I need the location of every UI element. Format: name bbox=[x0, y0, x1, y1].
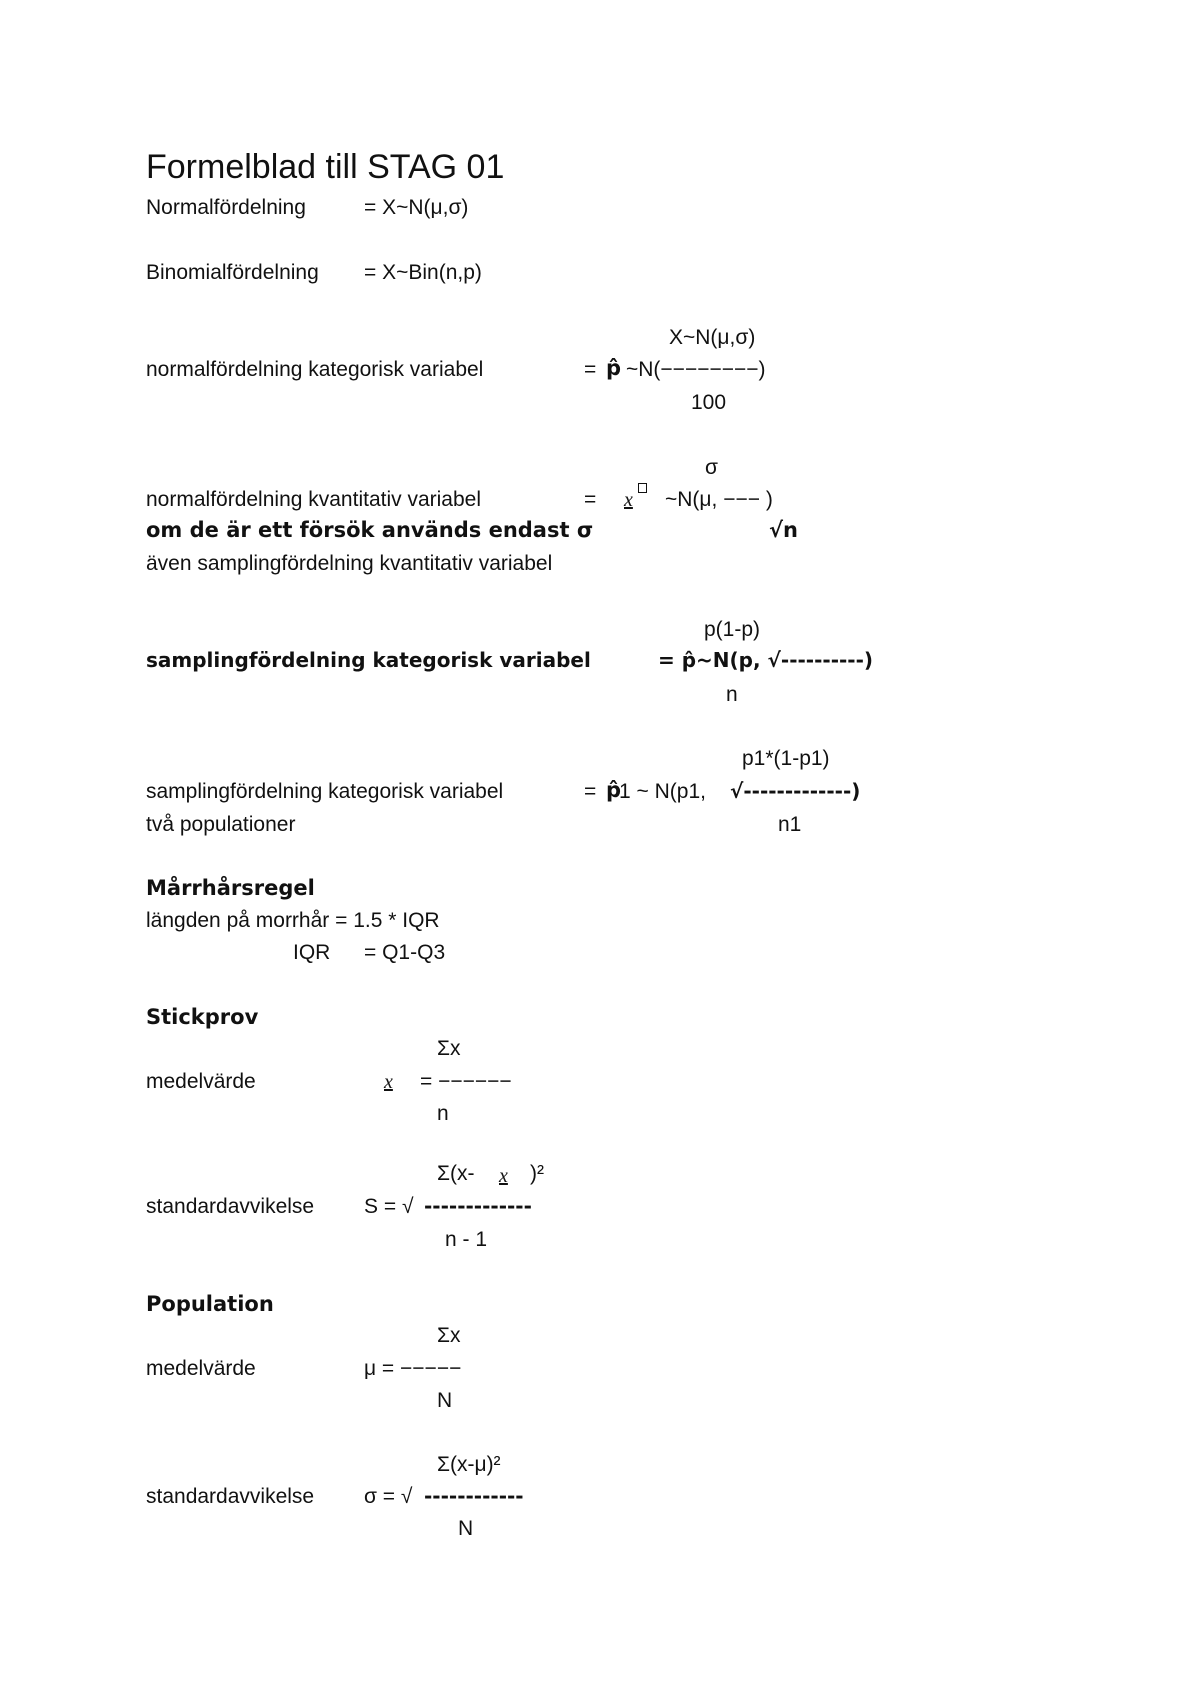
population-mean-eq: μ = −−−−− bbox=[364, 1357, 462, 1380]
sampling-kvantitativ-note: även samplingfördelning kvantitativ variabel bbox=[146, 552, 553, 575]
two-pop-phat: p̂ bbox=[606, 778, 622, 802]
normal-kategorisk-eq: = bbox=[584, 358, 597, 381]
stickprov-mean-numerator: Σx bbox=[437, 1037, 461, 1060]
normal-kategorisk-phat: p̂ bbox=[606, 356, 622, 380]
normal-kategorisk-rest: ~N(−−−−−−−−) bbox=[626, 358, 766, 381]
stickprov-mean-denominator: n bbox=[437, 1102, 449, 1125]
iqr-formula: = Q1-Q3 bbox=[364, 941, 446, 964]
stickprov-sd-label: standardavvikelse bbox=[146, 1195, 315, 1218]
stickprov-sd-numerator-xbar: x bbox=[499, 1165, 508, 1187]
normal-kvantitativ-eq: = bbox=[584, 488, 597, 511]
binomial-label: Binomialfördelning bbox=[146, 261, 319, 284]
page-title: Formelblad till STAG 01 bbox=[146, 148, 505, 186]
two-pop-root: √-------------) bbox=[730, 779, 861, 803]
stickprov-sd-eq: S = √ bbox=[364, 1195, 414, 1218]
normal-kvantitativ-label: normalfördelning kvantitativ variabel bbox=[146, 488, 482, 511]
normal-kvantitativ-numerator: σ bbox=[705, 456, 718, 479]
stickprov-heading: Stickprov bbox=[146, 1005, 259, 1029]
stickprov-sd-numerator-a: Σ(x- bbox=[437, 1162, 475, 1185]
sampling-kategorisk-denominator: n bbox=[726, 683, 738, 706]
binomial-formula: = X~Bin(n,p) bbox=[364, 261, 482, 284]
stickprov-mean-label: medelvärde bbox=[146, 1070, 256, 1093]
sampling-kategorisk-formula: = p̂~N(p, √----------) bbox=[658, 648, 874, 672]
normal-formula: = X~N(μ,σ) bbox=[364, 196, 469, 219]
two-pop-rest: 1 ~ N(p1, bbox=[619, 780, 706, 803]
morrhar-heading: Mårrhårsregel bbox=[146, 876, 315, 900]
population-heading: Population bbox=[146, 1292, 274, 1316]
population-sd-eq: σ = √ bbox=[364, 1485, 413, 1508]
population-sd-label: standardavvikelse bbox=[146, 1485, 315, 1508]
normal-kategorisk-denominator: 100 bbox=[691, 391, 727, 414]
normal-kvantitativ-rest: ~N(μ, −−− ) bbox=[665, 488, 773, 511]
sampling-kategorisk-numerator: p(1-p) bbox=[704, 618, 761, 641]
population-sd-dashes: ------------ bbox=[424, 1484, 524, 1508]
normal-kvantitativ-xbar: x bbox=[624, 489, 633, 511]
morrhar-line1: längden på morrhår = 1.5 * IQR bbox=[146, 909, 440, 932]
normal-label: Normalfördelning bbox=[146, 196, 306, 219]
stickprov-sd-numerator-b: )² bbox=[530, 1162, 544, 1185]
normal-kvantitativ-note: om de är ett försök används endast σ bbox=[146, 518, 594, 542]
two-pop-eq: = bbox=[584, 780, 597, 803]
normal-kategorisk-label: normalfördelning kategorisk variabel bbox=[146, 358, 484, 381]
normal-kategorisk-numerator: X~N(μ,σ) bbox=[669, 326, 756, 349]
two-pop-denominator: n1 bbox=[778, 813, 802, 836]
population-mean-numerator: Σx bbox=[437, 1324, 461, 1347]
population-mean-label: medelvärde bbox=[146, 1357, 256, 1380]
two-pop-numerator: p1*(1-p1) bbox=[742, 747, 830, 770]
sampling-kategorisk-label: samplingfördelning kategorisk variabel bbox=[146, 648, 591, 672]
iqr-label: IQR bbox=[293, 941, 331, 964]
two-pop-label-line2: två populationer bbox=[146, 813, 296, 836]
stickprov-mean-xbar: x bbox=[384, 1071, 393, 1093]
two-pop-label-line1: samplingfördelning kategorisk variabel bbox=[146, 780, 504, 803]
stickprov-sd-dashes: ------------- bbox=[424, 1194, 532, 1218]
stickprov-sd-denominator: n - 1 bbox=[445, 1228, 488, 1251]
missing-glyph-box bbox=[638, 483, 647, 493]
population-sd-denominator: N bbox=[458, 1517, 474, 1540]
normal-kvantitativ-sqrt-n: √n bbox=[769, 518, 798, 542]
population-sd-numerator: Σ(x-μ)² bbox=[437, 1453, 501, 1476]
stickprov-mean-eq: = −−−−−− bbox=[420, 1070, 512, 1093]
population-mean-denominator: N bbox=[437, 1389, 453, 1412]
